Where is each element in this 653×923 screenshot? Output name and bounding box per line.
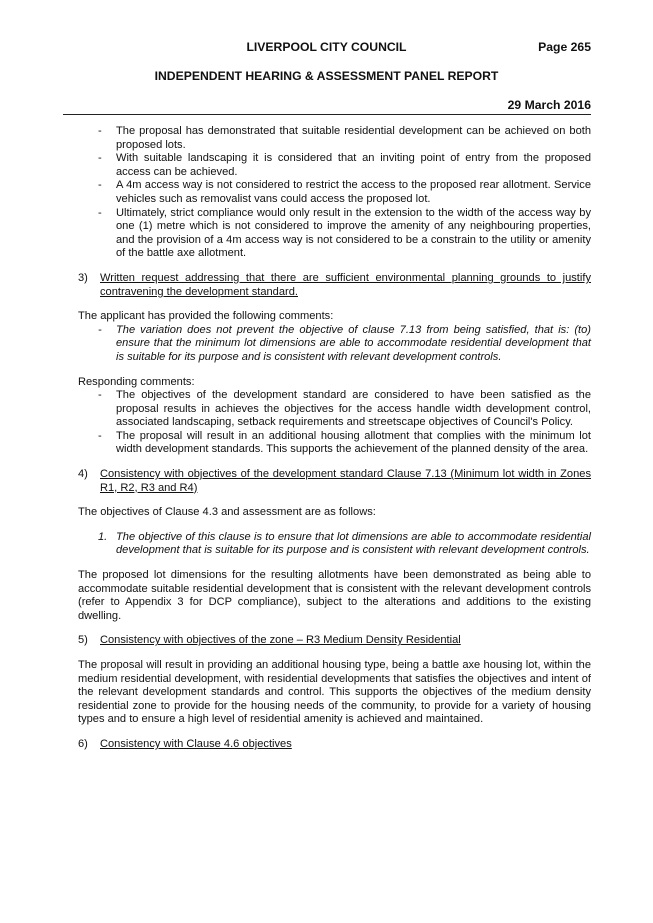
proposal-bullets [78, 125, 591, 261]
applicant-intro: The applicant has provided the following comments: [78, 310, 334, 323]
section-5-heading [78, 634, 591, 648]
list-item: - A 4m access way is not considered to restrict the access to the proposed rear allotment. Service vehicles such as removalist vans could access the proposed lot. [116, 179, 591, 206]
section-6-heading [78, 738, 591, 752]
lot-dimensions-paragraph: The proposed lot dimensions for the resulting allotments have been demonstrated as being able to accommodate suitable residential development that is consistent with the relevant development controls (refer to Appendix 3 for DCP compliance), subject to the alterations and additions to the existing dwelling. [78, 569, 591, 622]
objective-number: 1. [98, 530, 108, 543]
responding-comments [78, 389, 591, 457]
section-title: Consistency with objectives of the development standard Clause 7.13 (Minimum lot width in Zones R1, R2, R3 and R4) [100, 468, 591, 494]
section-title: Consistency with Clause 4.6 objectives [100, 737, 292, 750]
section-title: Consistency with objectives of the zone – R3 Medium Density Residential [100, 634, 461, 647]
section-3-heading [78, 272, 591, 299]
section-title: Written request addressing that there are sufficient environmental planning grounds to justify contravening the development standard. [100, 271, 591, 298]
zone-paragraph: The proposal will result in providing an additional housing type, being a battle axe housing lot, within the medium residential development, with residential developments that satisfies the objectives and intent of the relevant development standards and control. This supports the objectives of the medium density residential zone to provide for the housing needs of the community, to provide for a variety of housing types and to ensure a high level of residential amenity is achieved and maintained. [78, 659, 591, 726]
objectives-intro: The objectives of Clause 4.3 and assessment are as follows: [78, 506, 376, 519]
list-item: - Ultimately, strict compliance would only result in the extension to the width of the access way by one (1) metre which is not considered to improve the amenity of any neighbouring properties, and the provision of a 4m access way is not considered to be a constrain to the utility or amenity of the battle axe allotment. [116, 207, 591, 261]
list-item: - The proposal has demonstrated that suitable residential development can be achieved on both proposed lots. [116, 125, 591, 152]
report-date: 29 March 2016 [507, 98, 591, 112]
list-item: - The proposal will result in an additional housing allotment that complies with the minimum lot width development standards. This supports the achievement of the planned density of the area. [116, 430, 591, 457]
report-title: INDEPENDENT HEARING & ASSESSMENT PANEL REPORT [154, 69, 499, 83]
report-body [78, 125, 591, 752]
objective-text: The objective of this clause is to ensure that lot dimensions are able to accommodate residential development that is suitable for its purpose and is consistent with relevant development controls. [116, 530, 591, 557]
header-divider [63, 114, 591, 115]
list-item: - The variation does not prevent the objective of clause 7.13 from being satisfied, that is: (to) ensure that the minimum lot dimensions are able to accommodate residential development that is suitable for its purpose and is consistent with relevant development controls. [116, 324, 591, 365]
section-number: 5) [78, 634, 88, 647]
council-name: LIVERPOOL CITY COUNCIL [246, 40, 407, 54]
section-number: 6) [78, 737, 88, 750]
applicant-comments [78, 324, 591, 365]
section-number: 3) [78, 271, 88, 284]
section-number: 4) [78, 468, 88, 481]
objective-item [78, 531, 591, 558]
section-4-heading [78, 468, 591, 495]
page-number: Page 265 [538, 40, 591, 54]
list-item: - With suitable landscaping it is considered that an inviting point of entry from the proposed access can be achieved. [116, 152, 591, 179]
list-item: - The objectives of the development standard are considered to have been satisfied as the proposal results in achieves the objectives for the access handle width development control, associated landscaping, setback requirements and streetscape objectives of Council's Policy. [116, 389, 591, 430]
responding-intro: Responding comments: [78, 375, 195, 388]
